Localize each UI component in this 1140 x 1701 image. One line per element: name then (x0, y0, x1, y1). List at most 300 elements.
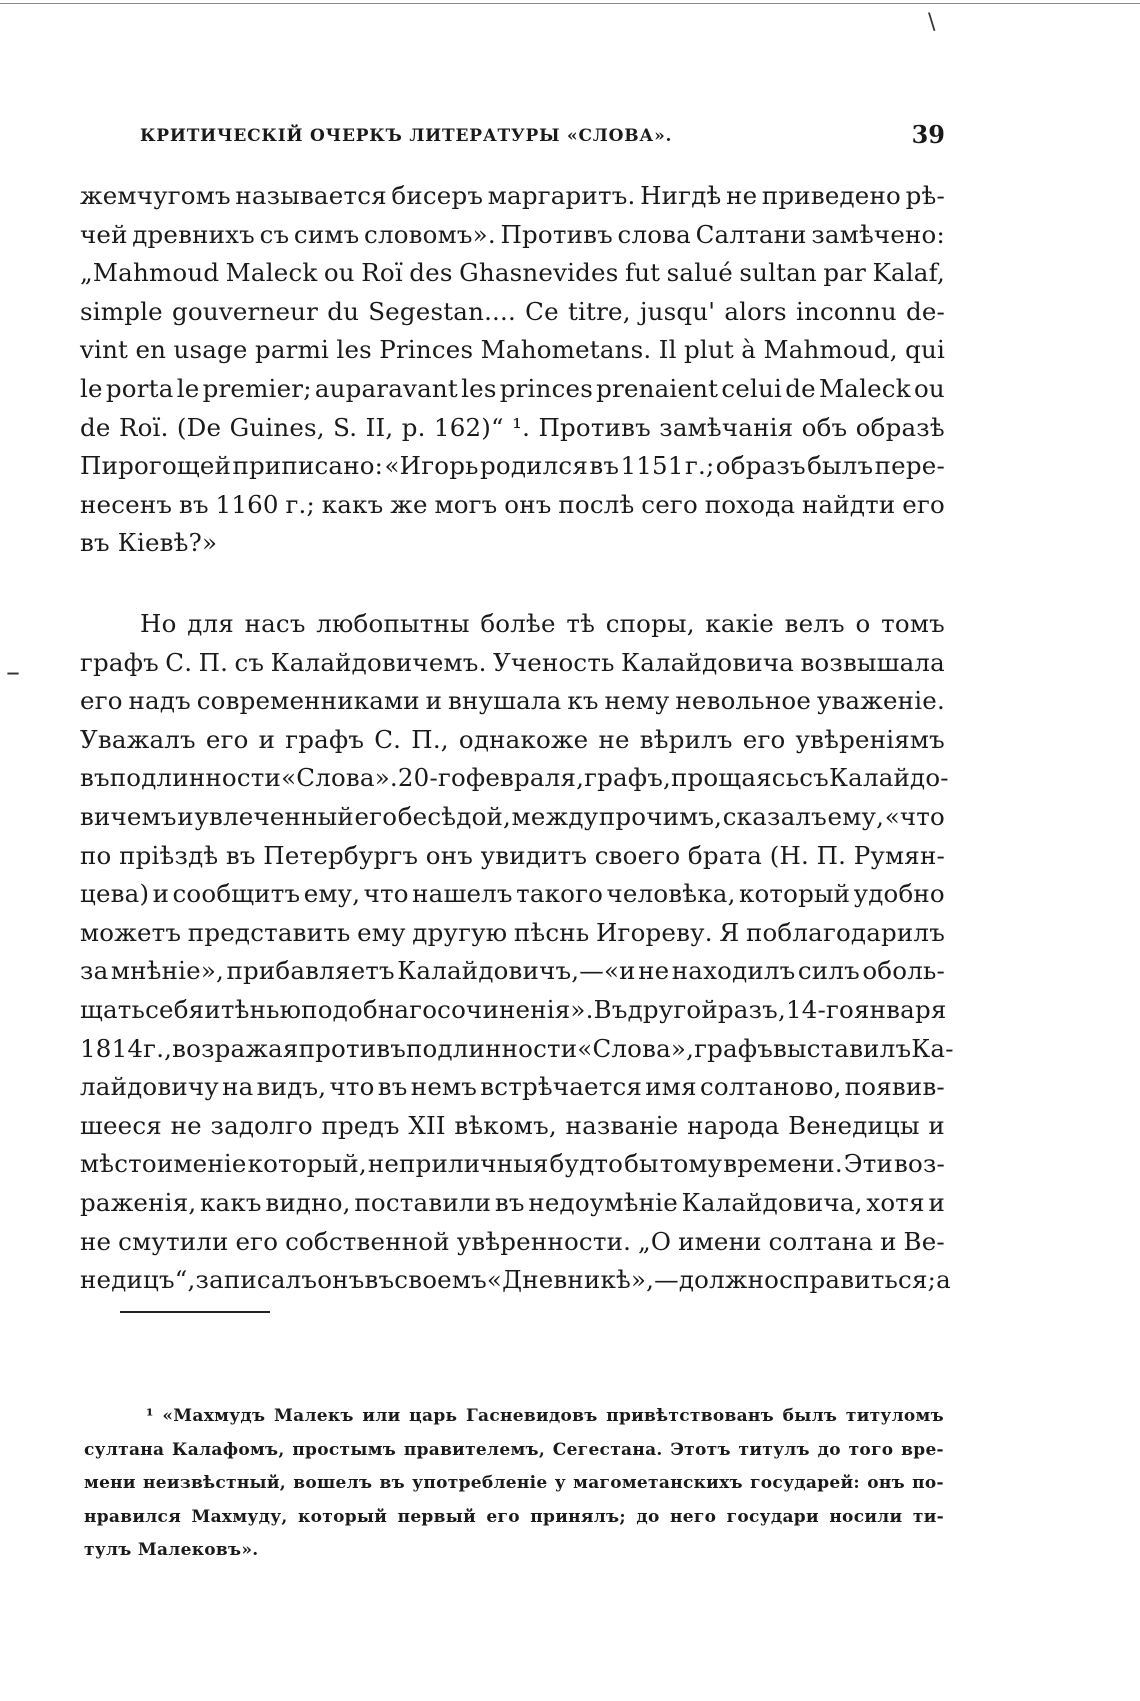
word: прощаясь (671, 763, 800, 793)
word: въ (377, 1072, 408, 1102)
word: Противъ (500, 219, 613, 249)
word: въ (80, 528, 118, 558)
word: солтана (768, 1226, 874, 1256)
text-line (80, 1068, 945, 1107)
word: le (80, 373, 103, 403)
word: хотя (866, 1187, 925, 1217)
word: графъ (694, 1033, 774, 1063)
word: г.; (684, 451, 715, 481)
text-line (80, 447, 945, 486)
word: сказалъ (722, 801, 827, 831)
word: болѣе (480, 609, 556, 638)
word: les (461, 373, 497, 403)
word: ¹. (512, 412, 531, 442)
word: онъ (504, 489, 552, 519)
word: Гасневидовъ (465, 1406, 598, 1426)
word: который (298, 1506, 388, 1527)
word: такого (516, 879, 604, 909)
word: fut (624, 258, 661, 288)
word: и (177, 801, 194, 831)
word: (De (176, 412, 222, 442)
word: солтаново, (699, 1072, 842, 1102)
paragraph-2 (80, 605, 954, 1300)
text-line (80, 254, 945, 293)
word: названіе (565, 1110, 679, 1140)
word: ему, (303, 879, 361, 909)
word: de (80, 412, 111, 442)
word: «Дневникѣ»,—должно (486, 1265, 780, 1295)
word: бесѣдой, (397, 801, 512, 831)
word: былъ (807, 451, 874, 481)
word: Калайдовичемъ. (270, 647, 487, 677)
word: Кіевѣ?» (117, 528, 218, 558)
word: подобнаго (301, 994, 438, 1024)
word: онъ (317, 1265, 365, 1295)
word: похода (704, 489, 796, 519)
word: щать (80, 994, 146, 1024)
word: Ве- (903, 1226, 945, 1256)
top-edge-rule (0, 3, 1140, 4)
word: привѣтствованъ (606, 1406, 774, 1426)
word: неприличныя (367, 1149, 549, 1179)
word: de- (905, 296, 945, 326)
word: Maleck (818, 373, 911, 403)
word: Калайдовичъ,—«и (397, 956, 636, 986)
word: du (327, 296, 360, 326)
corner-tick-mark: \ (928, 10, 936, 35)
word: встрѣчается (480, 1072, 643, 1102)
word: princes (499, 373, 593, 403)
word: будто (549, 1149, 624, 1179)
word: подлинности«Слова», (406, 1033, 695, 1063)
word: auparavant (314, 373, 458, 403)
text-line (80, 1223, 945, 1262)
footnote-rule (120, 1311, 270, 1313)
word: государей: (750, 1473, 860, 1493)
word: цева) (80, 879, 150, 909)
word: С. (165, 647, 193, 677)
word: находилъ (671, 956, 796, 986)
paragraph-1 (80, 177, 945, 563)
word: на (222, 1072, 254, 1102)
word: нравился (84, 1506, 182, 1527)
word: собственной (285, 1226, 450, 1256)
word: usage (173, 335, 248, 365)
word: le (176, 373, 200, 403)
word: его (742, 724, 786, 754)
word: premier; (202, 373, 312, 403)
word: Пирогощей (80, 451, 232, 481)
word: маргаритъ. (487, 181, 636, 210)
word: царь (409, 1406, 458, 1426)
word: „О (638, 1226, 672, 1256)
word: другую (412, 917, 508, 947)
word: plut (683, 335, 734, 365)
word: своемъ (394, 1265, 487, 1295)
word: пере- (874, 451, 945, 481)
word: Ghasnevides (459, 258, 619, 288)
word: Il (658, 335, 677, 365)
word: послѣ (558, 489, 635, 519)
word: выставилъ (773, 1033, 912, 1063)
word: Сегестана. (552, 1439, 663, 1460)
word: слова (617, 219, 691, 249)
word: своего (594, 840, 681, 870)
word: ему, (827, 801, 885, 831)
word: жемчугомъ (80, 181, 231, 210)
word: и (258, 724, 276, 754)
word: былъ (782, 1406, 838, 1426)
word: себя (145, 994, 205, 1024)
text-line (80, 682, 945, 721)
word: смутили (118, 1226, 229, 1256)
word: «Слова». (281, 763, 398, 793)
word: П., (411, 724, 449, 754)
word: Ка- (911, 1033, 954, 1063)
word: Maleck (225, 258, 318, 288)
word: Но (140, 609, 177, 638)
word: бисеръ (391, 181, 484, 210)
word: Уважалъ (80, 724, 196, 754)
word: записалъ (195, 1265, 318, 1295)
text-line (80, 216, 945, 255)
word: надъ (128, 686, 191, 716)
word: за (80, 956, 109, 986)
word: p. (401, 412, 426, 442)
word: между (511, 801, 599, 831)
word: недицъ“, (80, 1265, 196, 1295)
word: Kalaf, (872, 258, 945, 288)
word: 20-го (397, 763, 466, 793)
word: Малекъ (274, 1406, 354, 1426)
word: графъ (285, 724, 365, 754)
text-line (80, 1107, 945, 1146)
word: и (928, 1187, 945, 1217)
word: увидитъ (480, 840, 588, 870)
word: Roï (361, 258, 403, 288)
word: какъ (200, 1187, 262, 1217)
word: ему (357, 917, 406, 947)
word: найдти (802, 489, 896, 519)
word: 1814 (80, 1033, 144, 1063)
word: и (152, 879, 170, 909)
word: en (135, 335, 167, 365)
word: несенъ (80, 489, 173, 519)
word: носили (829, 1506, 903, 1527)
text-line (80, 1145, 945, 1184)
word: возвышала (800, 647, 945, 677)
word: рѣ- (905, 181, 945, 210)
word: древнихъ (132, 219, 255, 249)
word: могъ (434, 489, 498, 519)
word: пріѣздѣ (119, 840, 219, 870)
word: titre, (567, 296, 631, 326)
word: celui (721, 373, 783, 403)
footnote-line (84, 1400, 944, 1434)
word: разъ, (717, 994, 786, 1024)
word: съ (799, 763, 829, 793)
word: раженія, (80, 1187, 197, 1217)
text-line (80, 370, 945, 409)
word: употребленіе (412, 1473, 548, 1493)
word: Калафомъ, (172, 1439, 285, 1460)
word: и (880, 1226, 897, 1256)
word: его (354, 801, 398, 831)
word: ou (913, 373, 945, 403)
word: Эти (843, 1149, 894, 1179)
word: титуломъ (845, 1406, 944, 1426)
text-line (80, 409, 945, 448)
word: gouverneur (172, 296, 319, 326)
text-line (80, 1261, 951, 1300)
word: имени (678, 1226, 762, 1256)
word: простымъ (292, 1439, 397, 1460)
word: Калайдовича (621, 647, 795, 677)
text-line (80, 644, 945, 683)
word: у (554, 1473, 566, 1493)
word: Я (719, 917, 740, 947)
word: сего (641, 489, 698, 519)
word: который, (247, 1149, 367, 1179)
word: увлеченный (194, 801, 354, 831)
footnote-line (84, 1434, 944, 1468)
text-line (80, 991, 945, 1030)
word: любопытны (316, 609, 470, 638)
word: Венедицы (788, 1110, 920, 1140)
word: можетъ (80, 917, 182, 947)
word: человѣка, (606, 879, 736, 909)
word: ou (323, 258, 355, 288)
text-line (80, 875, 945, 914)
word: же (390, 489, 428, 519)
word: не (598, 724, 630, 754)
word: тулъ (84, 1540, 138, 1560)
word: ти- (912, 1506, 944, 1527)
word: S. (333, 412, 358, 442)
text-line (80, 486, 945, 525)
word: называется (235, 181, 387, 210)
word: Mahometans. (480, 335, 652, 365)
word: того (848, 1439, 894, 1460)
word: онъ (425, 840, 474, 870)
page-number: 39 (911, 120, 945, 149)
word: «Махмудъ (162, 1406, 266, 1426)
word: 1160 (215, 489, 279, 519)
word: къ (567, 686, 599, 716)
word: вичемъ (80, 801, 177, 831)
word: съ (259, 219, 290, 249)
word: г.; (285, 489, 315, 519)
word: графъ (80, 647, 159, 677)
word: не (638, 956, 670, 986)
word: П. (198, 647, 229, 677)
word: съ (234, 647, 265, 677)
word: видъ, (256, 1072, 327, 1102)
word: XII (408, 1110, 446, 1140)
word: Нигдѣ (640, 181, 722, 210)
word: первый (397, 1506, 476, 1527)
word: Segestan.... (368, 296, 517, 326)
word: по (80, 840, 112, 870)
word: de (785, 373, 816, 403)
word: въ (178, 489, 209, 519)
word: въ (225, 840, 256, 870)
word: замѣчено: (811, 219, 945, 249)
word: правителемъ, (403, 1439, 546, 1460)
word: Салтани (695, 219, 807, 249)
word: вошелъ (293, 1473, 373, 1493)
word: времени. (723, 1149, 843, 1179)
word: образъ (715, 451, 806, 481)
word: справиться; (779, 1265, 937, 1295)
word: мѣстоименіе (80, 1149, 247, 1179)
word: его (486, 1506, 520, 1527)
word: февраля, (465, 763, 585, 793)
text-line (80, 798, 945, 837)
word: сообщитъ (172, 879, 301, 909)
word: вре- (901, 1439, 944, 1460)
word: насъ (244, 609, 306, 638)
word: des (409, 258, 453, 288)
word: а (936, 1265, 951, 1295)
word: января (854, 994, 947, 1024)
word: salué (666, 258, 733, 288)
word: par (823, 258, 867, 288)
word: задолго (210, 1110, 313, 1140)
word: народа (687, 1110, 780, 1140)
word: Mahmoud, (763, 335, 898, 365)
word: sultan (739, 258, 817, 288)
word: видно, (265, 1187, 351, 1217)
word: Петербургъ (263, 840, 419, 870)
word: Калайдо- (828, 763, 949, 793)
word: alors (724, 296, 787, 326)
word: II, (365, 412, 394, 442)
word: тѣ (566, 609, 596, 638)
word: vint (80, 335, 129, 365)
word: велъ (784, 609, 845, 638)
word: въ (494, 1187, 525, 1217)
word: однакоже (458, 724, 589, 754)
text-line (80, 1184, 945, 1223)
word: появив- (844, 1072, 945, 1102)
footnotes (84, 1400, 944, 1568)
word: «что (884, 801, 945, 831)
word: графъ, (584, 763, 671, 793)
word: принялъ; (530, 1506, 626, 1527)
word: симъ (293, 219, 360, 249)
footnote-line (84, 1501, 944, 1535)
word: Игореву. (595, 917, 713, 947)
word: его (80, 686, 123, 716)
text-line (80, 914, 945, 953)
word: Малековъ». (137, 1540, 259, 1560)
word: него (670, 1506, 717, 1527)
word: удобно (853, 879, 945, 909)
word: словомъ». (364, 219, 496, 249)
word: лайдовичу (80, 1072, 219, 1102)
word: тому (659, 1149, 723, 1179)
text-line (80, 952, 945, 991)
text-line (80, 524, 945, 563)
word: шееся (80, 1110, 162, 1140)
word: оболь- (862, 956, 945, 986)
word: уваженіе. (816, 686, 945, 716)
word: qui (905, 335, 945, 365)
word: parmi (254, 335, 330, 365)
word: inconnu (795, 296, 897, 326)
word: современниками (196, 686, 420, 716)
word: до (817, 1439, 841, 1460)
word: замѣчанія (659, 412, 794, 442)
word: „Mahmoud (80, 258, 220, 288)
word: представить (187, 917, 351, 947)
word: Махмуду, (191, 1506, 288, 1527)
word: Этотъ (670, 1439, 731, 1460)
word: какъ (321, 489, 384, 519)
word: что (329, 1072, 375, 1102)
word: его (205, 724, 249, 754)
word: (Н. (769, 840, 809, 870)
word: приведено (761, 181, 901, 210)
word: тѣнью (220, 994, 302, 1024)
word: à (741, 335, 757, 365)
footnote-line (84, 1467, 944, 1501)
word: внушала (448, 686, 562, 716)
word: силъ (797, 956, 860, 986)
word: магометанскихъ (573, 1473, 743, 1493)
text-line (80, 293, 945, 332)
word: томъ (881, 609, 945, 638)
word: въ (379, 1473, 405, 1493)
word: или (362, 1406, 401, 1426)
word: бы (624, 1149, 659, 1179)
word: воз- (894, 1149, 945, 1179)
text-line (80, 331, 945, 370)
word: возражая (172, 1033, 299, 1063)
word: прочимъ, (598, 801, 723, 831)
word: и (204, 994, 221, 1024)
word: не (170, 1110, 202, 1140)
word: simple (80, 296, 163, 326)
word: мнѣніе», (110, 956, 225, 986)
word: титулъ (738, 1439, 810, 1460)
word: что (363, 879, 409, 909)
word: онъ (867, 1473, 905, 1493)
word: С. (374, 724, 402, 754)
running-head (125, 120, 945, 154)
word: въ (364, 1265, 395, 1295)
word: до (636, 1506, 660, 1527)
word: вѣрилъ (639, 724, 733, 754)
text-line (80, 759, 949, 798)
word: поблагодарилъ (745, 917, 945, 947)
word: въ (589, 451, 620, 481)
word: немъ (410, 1072, 478, 1102)
word: невольное (675, 686, 812, 716)
word: приписано: (232, 451, 384, 481)
word: Ученость (492, 647, 615, 677)
word: и (425, 686, 443, 716)
word: Ce (525, 296, 559, 326)
word: мени (84, 1473, 136, 1493)
word: государи (726, 1506, 819, 1527)
word: Противъ (538, 412, 651, 442)
text-line (80, 721, 945, 760)
word: и (928, 1110, 945, 1140)
word: въ (80, 763, 110, 793)
word: родился (480, 451, 588, 481)
